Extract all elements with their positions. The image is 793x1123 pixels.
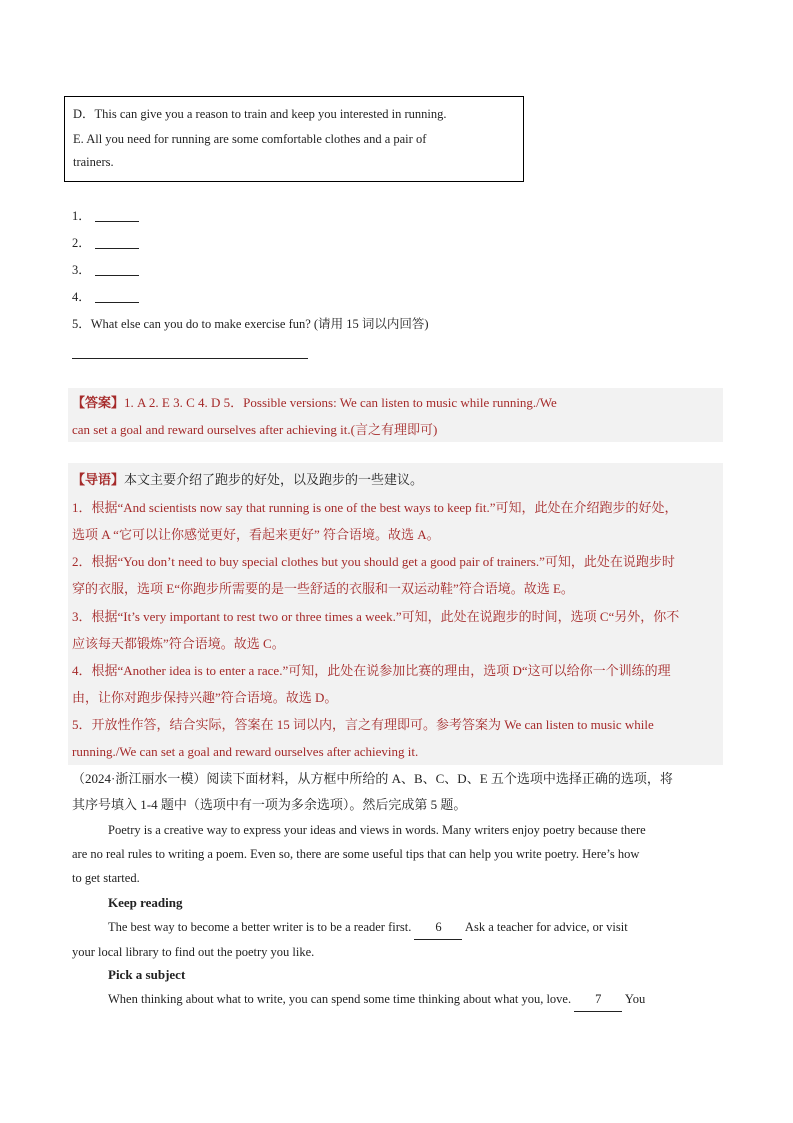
passage-paragraph-3 — [72, 987, 727, 1012]
explanation-line: 5．开放性作答，结合实际，答案在 15 词以内，言之有理即可。参考答案为 We can listen to music while — [72, 717, 654, 732]
question-5: 5．What else can you do to make exercise fun? (请用 15 词以内回答) — [72, 317, 429, 331]
blank-row-3 — [72, 259, 429, 286]
passage-paragraph-1 — [72, 818, 727, 890]
blank-underline — [95, 288, 139, 303]
guide-line — [72, 466, 727, 493]
explanation-line: 1．根据“And scientists now say that running is one of the best ways to keep fit.”可知，此处在介绍跑步的好处， — [72, 500, 678, 515]
passage-text: You — [624, 992, 646, 1006]
blank-number: 1． — [72, 209, 91, 223]
explanation-line: 2．根据“You don’t need to buy special clothes but you should get a good pair of trainers.”可知，此处在说跑步时 — [72, 554, 675, 569]
passage-line: to get started. — [72, 871, 140, 885]
blank-row-1 — [72, 205, 429, 232]
blank-6[interactable]: 6 — [414, 915, 462, 940]
answer-label: 【答案】 — [72, 395, 125, 410]
blank-7[interactable]: 7 — [574, 987, 622, 1012]
option-e-line1: E. All you need for running are some comfortable clothes and a pair of — [73, 131, 427, 146]
intro-line-2: 其序号填入 1-4 题中（选项中有一项为多余选项）。然后完成第 5 题。 — [72, 797, 467, 812]
passage-text: When thinking about what to write, you can spend some time thinking about what you, love. — [108, 992, 572, 1006]
passage-line: your local library to find out the poetry you like. — [72, 945, 315, 959]
answer-text: 1. A 2. E 3. C 4. D 5．Possible versions: We can listen to music while running./We — [124, 395, 557, 410]
explanation-line: 由，让你对跑步保持兴趣”符合语境。故选 D。 — [72, 690, 338, 705]
explanation-line: 应该每天都锻炼”符合语境。故选 C。 — [72, 636, 285, 651]
passage-text: Ask a teacher for advice, or visit — [464, 920, 628, 934]
explanation-line: 选项 A “它可以让你感觉更好，看起来更好” 符合语境。故选 A。 — [72, 527, 440, 542]
answer-blanks — [72, 205, 429, 340]
blank-underline — [95, 234, 139, 249]
option-e-line2: trainers. — [73, 155, 114, 169]
blank-row-2 — [72, 232, 429, 259]
question-intro — [72, 766, 727, 818]
explanation-line: 3．根据“It’s very important to rest two or three times a week.”可知，此处在说跑步的时间，选项 C“另外，你不 — [72, 609, 680, 624]
answer-line-1 — [72, 389, 727, 416]
passage-text: The best way to become a better writer is to be a reader first. — [108, 920, 412, 934]
blank-row-4 — [72, 286, 429, 313]
heading-pick-a-subject: Pick a subject — [108, 967, 186, 982]
blank-number: 2． — [72, 236, 91, 250]
passage-line — [72, 915, 727, 940]
blank-underline — [95, 261, 139, 276]
intro-line-1: （2024·浙江丽水一模）阅读下面材料，从方框中所给的 A、B、C、D、E 五个选项中选择正确的选项，将 — [72, 771, 673, 786]
explanation-line: 穿的衣服，选项 E“你跑步所需要的是一些舒适的衣服和一双运动鞋”符合语境。故选 E。 — [72, 581, 574, 596]
blank-number: 3． — [72, 263, 91, 277]
option-d: D．This can give you a reason to train and keep you interested in running. — [73, 107, 447, 121]
passage-line: are no real rules to writing a poem. Even so, there are some useful tips that can help you write poetry. Here’s how — [72, 847, 640, 861]
passage-paragraph-2 — [72, 915, 727, 964]
answer-line-2: can set a goal and reward ourselves after achieving it.(言之有理即可) — [72, 422, 438, 437]
blank-number: 4． — [72, 290, 91, 304]
blank-underline — [95, 207, 139, 222]
guide-text: 本文主要介绍了跑步的好处，以及跑步的一些建议。 — [124, 472, 424, 487]
explanation-line: 4．根据“Another idea is to enter a race.”可知，此处在说参加比赛的理由，选项 D“这可以给你一个训练的理 — [72, 663, 671, 678]
explanation-line: running./We can set a goal and reward ourselves after achieving it. — [72, 744, 419, 759]
answer-line — [72, 358, 308, 359]
passage-line — [72, 987, 727, 1012]
guide-label: 【导语】 — [72, 472, 125, 487]
heading-keep-reading: Keep reading — [108, 895, 183, 910]
passage-line: Poetry is a creative way to express your ideas and views in words. Many writers enjoy poetry because there — [108, 823, 646, 837]
options-box — [64, 96, 524, 182]
